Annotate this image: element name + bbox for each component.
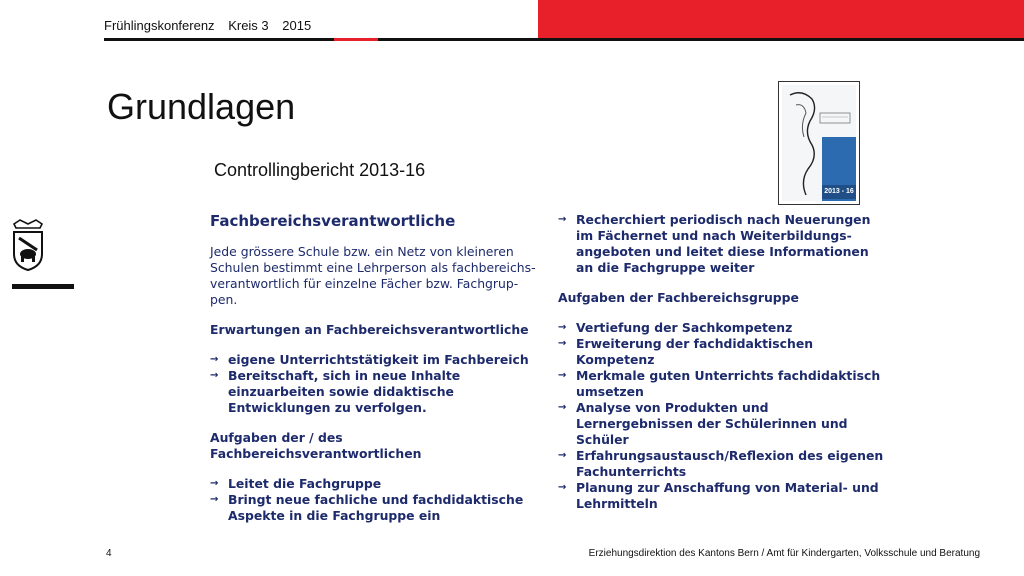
list-item: → Bereitschaft, sich in neue Inhalte einzuarbeiten sowie didaktische Entwicklungen zu verfolgen. bbox=[210, 368, 540, 416]
tasks-group-heading: Aufgaben der Fachbereichsgruppe bbox=[558, 290, 799, 305]
page-title: Grundlagen bbox=[107, 86, 296, 127]
expectations-heading: Erwartungen an Fachbereichsverantwortliche bbox=[210, 322, 529, 337]
expectations-list bbox=[210, 352, 540, 416]
list-item: → Recherchiert periodisch nach Neuerungen im Fächernet und nach Weiterbildungs-angeboten und leitet diese Informationen an die Fachgruppe weiter bbox=[558, 212, 888, 276]
header-year: 2015 bbox=[282, 18, 312, 33]
cover-label: 2013 - 16 bbox=[822, 185, 856, 199]
tasks-person-list-continued bbox=[558, 212, 888, 276]
logo-bar bbox=[12, 284, 74, 289]
header-event: Frühlingskonferenz bbox=[104, 18, 215, 33]
list-item: → Erfahrungsaustausch/Reflexion des eigenen Fachunterrichts bbox=[558, 448, 888, 480]
list-item: → Merkmale guten Unterrichts fachdidaktisch umsetzen bbox=[558, 368, 888, 400]
list-item: → eigene Unterrichtstätigkeit im Fachbereich bbox=[210, 352, 540, 368]
tasks-group-list bbox=[558, 320, 888, 512]
document-column-left bbox=[210, 212, 540, 538]
header-rule-right bbox=[378, 38, 1024, 41]
list-item: → Bringt neue fachliche und fachdidaktische Aspekte in die Fachgruppe ein bbox=[210, 492, 540, 524]
tasks-person-heading: Aufgaben der / des Fachbereichsverantwortlichen bbox=[210, 430, 422, 461]
document-intro: Jede grössere Schule bzw. ein Netz von kleineren Schulen bestimmt eine Lehrperson als fachbereichs-verantwortlich für einzelne Fächer bzw. Fachgrup-pen. bbox=[210, 244, 536, 307]
header-rule-accent bbox=[334, 38, 378, 41]
header-red-block bbox=[538, 0, 1024, 38]
bern-coat-of-arms-icon bbox=[10, 218, 46, 272]
header-group: Kreis 3 bbox=[228, 18, 269, 33]
slide-header bbox=[104, 18, 321, 33]
list-item: → Analyse von Produkten und Lernergebnissen der Schülerinnen und Schüler bbox=[558, 400, 888, 448]
document-column-right bbox=[558, 212, 888, 526]
list-item: → Planung zur Anschaffung von Material- und Lehrmitteln bbox=[558, 480, 888, 512]
list-item: → Leitet die Fachgruppe bbox=[210, 476, 540, 492]
tasks-person-list bbox=[210, 476, 540, 524]
header-rule bbox=[104, 38, 334, 41]
list-item: → Vertiefung der Sachkompetenz bbox=[558, 320, 888, 336]
document-heading: Fachbereichsverantwortliche bbox=[210, 212, 456, 230]
report-cover-image bbox=[778, 81, 860, 205]
list-item: → Erweiterung der fachdidaktischen Kompetenz bbox=[558, 336, 888, 368]
page-number: 4 bbox=[106, 548, 112, 559]
page-subtitle: Controllingbericht 2013-16 bbox=[214, 160, 426, 180]
footer-text: Erziehungsdirektion des Kantons Bern / Amt für Kindergarten, Volksschule und Beratung bbox=[588, 548, 980, 559]
